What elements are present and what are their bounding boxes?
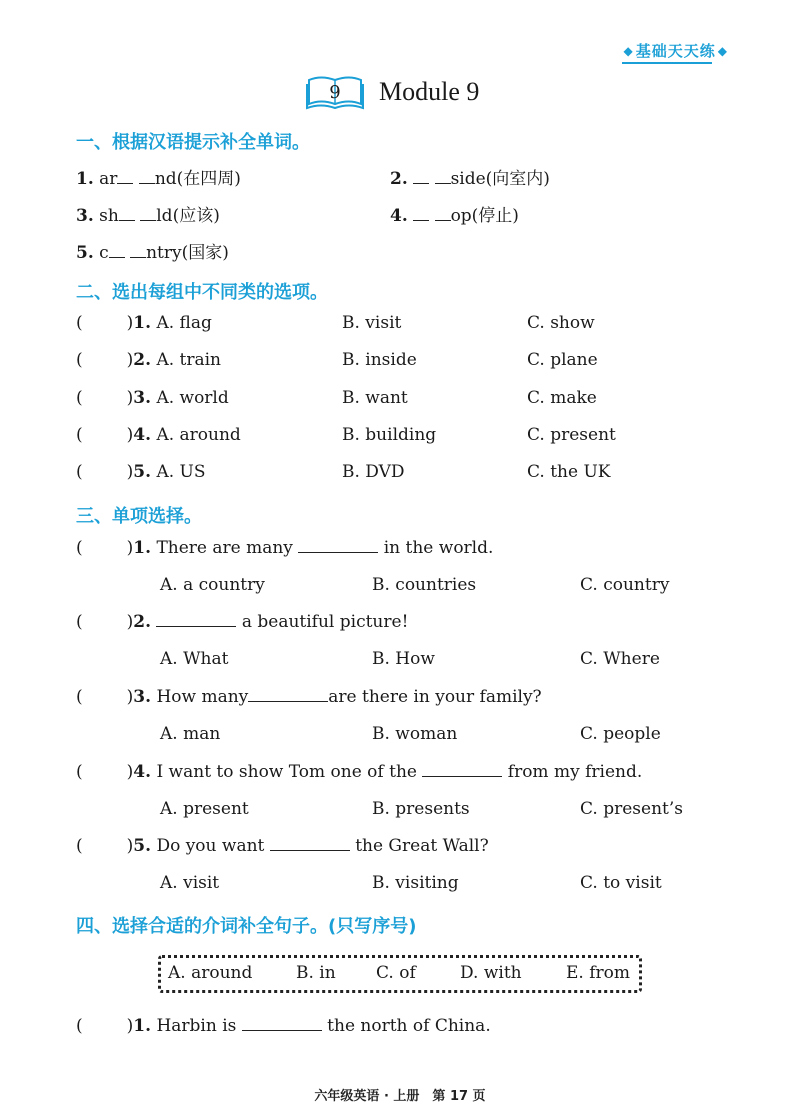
s3-q4-b: B. presents — [372, 799, 470, 819]
diamond-icon: ◆ — [623, 43, 634, 58]
s3-question-1: ( )1. There are many in the world. — [76, 538, 494, 558]
s3-q5-b: B. visiting — [372, 873, 459, 893]
s3-q3-a: A. man — [160, 724, 221, 744]
s2-row-5: ( )5. A. US — [76, 462, 206, 482]
s3-q4-a: A. present — [160, 799, 249, 819]
s3-q1-a: A. a country — [160, 575, 265, 595]
s3-question-2: ( )2. a beautiful picture! — [76, 612, 409, 632]
module-title: Module 9 — [379, 77, 480, 106]
option-d: D. with — [460, 963, 522, 983]
series-tag-text: 基础天天练 — [635, 42, 716, 60]
s1-item-3: 3. sh ld(应该) — [76, 206, 220, 226]
s2-row-5-c: C. the UK — [527, 462, 611, 482]
s4-question-1: ( )1. Harbin is the north of China. — [76, 1016, 491, 1036]
page-title — [305, 72, 479, 112]
series-tag — [622, 40, 730, 61]
section-2-title: 二、选出每组中不同类的选项。 — [76, 282, 328, 303]
s2-row-2-b: B. inside — [342, 350, 417, 370]
option-a: A. around — [168, 963, 253, 983]
s3-question-5: ( )5. Do you want the Great Wall? — [76, 836, 489, 856]
s2-row-4: ( )4. A. around — [76, 425, 241, 445]
section-4-title: 四、选择合适的介词补全句子。(只写序号) — [76, 916, 417, 937]
option-b: B. in — [296, 963, 336, 983]
s2-row-3: ( )3. A. world — [76, 388, 229, 408]
diamond-icon: ◆ — [717, 43, 728, 58]
s3-q2-c: C. Where — [580, 649, 660, 669]
s3-q1-b: B. countries — [372, 575, 477, 595]
s2-row-1-b: B. visit — [342, 313, 402, 333]
s2-row-2-c: C. plane — [527, 350, 598, 370]
book-number: 9 — [329, 82, 341, 103]
s2-row-4-b: B. building — [342, 425, 437, 445]
s2-row-1-c: C. show — [527, 313, 595, 333]
s3-q4-c: C. present’s — [580, 799, 683, 819]
section-1-title: 一、根据汉语提示补全单词。 — [76, 132, 310, 153]
s3-q2-b: B. How — [372, 649, 435, 669]
s3-q3-b: B. woman — [372, 724, 458, 744]
s1-item-4: 4. op(停止) — [390, 206, 519, 226]
s3-question-4: ( )4. I want to show Tom one of the from my friend. — [76, 762, 643, 782]
section-3-title: 三、单项选择。 — [76, 506, 202, 527]
s2-row-3-c: C. make — [527, 388, 597, 408]
open-book-icon — [305, 72, 365, 112]
tag-underline — [622, 62, 712, 64]
s3-question-3: ( )3. How many are there in your family? — [76, 687, 542, 707]
s3-q3-c: C. people — [580, 724, 661, 744]
s2-row-5-b: B. DVD — [342, 462, 405, 482]
s3-q5-c: C. to visit — [580, 873, 662, 893]
s2-row-1: ( )1. A. flag — [76, 313, 212, 333]
s1-item-5: 5. c ntry(国家) — [76, 243, 229, 263]
option-e: E. from — [566, 963, 630, 983]
s2-row-4-c: C. present — [527, 425, 616, 445]
page-footer: 六年级英语 · 上册 第 17 页 — [314, 1089, 486, 1104]
s1-item-2: 2. side(向室内) — [390, 169, 550, 189]
s3-q2-a: A. What — [160, 649, 229, 669]
s3-q5-a: A. visit — [160, 873, 220, 893]
s2-row-3-b: B. want — [342, 388, 408, 408]
s1-item-1: 1. ar nd(在四周) — [76, 169, 241, 189]
s3-q1-c: C. country — [580, 575, 670, 595]
s2-row-2: ( )2. A. train — [76, 350, 222, 370]
option-c: C. of — [376, 963, 416, 983]
